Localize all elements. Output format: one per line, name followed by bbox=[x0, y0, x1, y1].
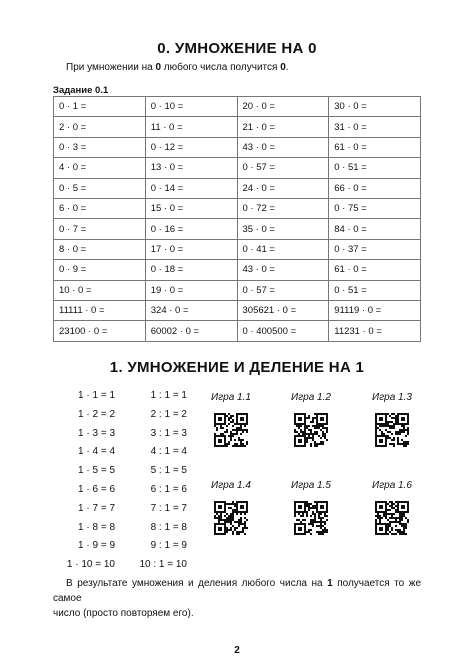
division-fact: 4 : 1 = 4 bbox=[150, 446, 187, 458]
table-cell: 31 · 0 = bbox=[329, 117, 421, 137]
division-fact: 2 : 1 = 2 bbox=[150, 408, 187, 420]
qr-code-icon bbox=[375, 413, 409, 447]
table-row bbox=[54, 137, 421, 157]
section-0-title: 0. УМНОЖЕНИЕ НА 0 bbox=[157, 40, 317, 57]
table-row bbox=[54, 199, 421, 219]
table-cell: 8 · 0 = bbox=[54, 239, 146, 259]
multiplication-fact: 1 · 10 = 10 bbox=[66, 559, 115, 571]
table-cell: 0 · 57 = bbox=[237, 280, 329, 300]
table-cell: 24 · 0 = bbox=[237, 178, 329, 198]
table-cell: 66 · 0 = bbox=[329, 178, 421, 198]
game-card-1-5[interactable] bbox=[276, 479, 346, 540]
intro-bold-zero-a: 0 bbox=[155, 62, 161, 73]
table-cell: 21 · 0 = bbox=[237, 117, 329, 137]
multiplication-fact: 1 · 5 = 5 bbox=[78, 465, 115, 477]
table-cell: 0 · 1 = bbox=[54, 97, 146, 117]
intro-text-c: . bbox=[285, 62, 289, 73]
qr-code-icon bbox=[375, 501, 409, 535]
table-cell: 91119 · 0 = bbox=[329, 301, 421, 321]
division-fact: 10 : 1 = 10 bbox=[139, 559, 187, 571]
table-cell: 0 · 3 = bbox=[54, 137, 146, 157]
table-row bbox=[54, 97, 421, 117]
table-cell: 11 · 0 = bbox=[145, 117, 237, 137]
intro-text-a: При умножении на bbox=[66, 62, 156, 73]
conclusion-text-b: получается то же самое bbox=[53, 578, 422, 604]
section-1-conclusion bbox=[53, 576, 421, 621]
game-card-1-2[interactable] bbox=[276, 391, 346, 452]
table-cell: 11111 · 0 = bbox=[54, 301, 146, 321]
qr-code-icon bbox=[294, 413, 328, 447]
intro-text-b: любого числа получится bbox=[161, 62, 281, 73]
game-card-1-4[interactable] bbox=[196, 479, 266, 540]
multiplication-fact: 1 · 3 = 3 bbox=[78, 427, 115, 439]
table-cell: 11231 · 0 = bbox=[329, 321, 421, 342]
table-cell: 15 · 0 = bbox=[145, 199, 237, 219]
conclusion-text-a: В результате умножения и деления любого числа на bbox=[66, 578, 328, 589]
table-row bbox=[54, 178, 421, 198]
table-cell: 2 · 0 = bbox=[54, 117, 146, 137]
game-label: Игра 1.4 bbox=[211, 480, 251, 491]
multiplication-fact: 1 · 2 = 2 bbox=[78, 408, 115, 420]
table-cell: 0 · 16 = bbox=[145, 219, 237, 239]
table-cell: 0 · 57 = bbox=[237, 158, 329, 178]
table-cell: 324 · 0 = bbox=[145, 301, 237, 321]
multiplication-fact: 1 · 7 = 7 bbox=[78, 502, 115, 514]
table-cell: 43 · 0 = bbox=[237, 137, 329, 157]
qr-code-icon bbox=[214, 413, 248, 447]
game-label: Игра 1.5 bbox=[291, 480, 331, 491]
table-cell: 0 · 72 = bbox=[237, 199, 329, 219]
multiplication-fact: 1 · 1 = 1 bbox=[78, 390, 115, 401]
table-cell: 43 · 0 = bbox=[237, 260, 329, 280]
game-label: Игра 1.1 bbox=[211, 392, 251, 403]
division-fact: 7 : 1 = 7 bbox=[150, 502, 187, 514]
table-cell: 0 · 7 = bbox=[54, 219, 146, 239]
multiplication-fact: 1 · 8 = 8 bbox=[78, 521, 115, 533]
division-fact: 1 : 1 = 1 bbox=[150, 390, 187, 401]
table-row bbox=[54, 301, 421, 321]
section-1-title: 1. УМНОЖЕНИЕ И ДЕЛЕНИЕ НА 1 bbox=[109, 359, 365, 376]
table-cell: 305621 · 0 = bbox=[237, 301, 329, 321]
division-fact: 3 : 1 = 3 bbox=[150, 427, 187, 439]
table-cell: 23100 · 0 = bbox=[54, 321, 146, 342]
table-cell: 0 · 400500 = bbox=[237, 321, 329, 342]
table-cell: 0 · 9 = bbox=[54, 260, 146, 280]
conclusion-line-2: число (просто повторяем его). bbox=[53, 608, 194, 619]
table-cell: 35 · 0 = bbox=[237, 219, 329, 239]
page-number: 2 bbox=[234, 645, 240, 656]
table-row bbox=[54, 260, 421, 280]
game-card-1-1[interactable] bbox=[196, 391, 266, 452]
exercise-table-body bbox=[54, 97, 421, 342]
table-cell: 61 · 0 = bbox=[329, 260, 421, 280]
multiplication-fact: 1 · 6 = 6 bbox=[78, 483, 115, 495]
table-row bbox=[54, 158, 421, 178]
table-cell: 60002 · 0 = bbox=[145, 321, 237, 342]
multiplication-list bbox=[58, 387, 115, 575]
division-fact: 9 : 1 = 9 bbox=[150, 540, 187, 552]
table-cell: 13 · 0 = bbox=[145, 158, 237, 178]
division-fact: 5 : 1 = 5 bbox=[150, 465, 187, 477]
division-fact: 6 : 1 = 6 bbox=[150, 483, 187, 495]
table-cell: 0 · 41 = bbox=[237, 239, 329, 259]
game-card-1-3[interactable] bbox=[357, 391, 427, 452]
division-fact: 8 : 1 = 8 bbox=[150, 521, 187, 533]
intro-bold-zero-b: 0 bbox=[280, 62, 286, 73]
table-cell: 61 · 0 = bbox=[329, 137, 421, 157]
section-0-intro bbox=[66, 62, 289, 73]
table-cell: 0 · 18 = bbox=[145, 260, 237, 280]
conclusion-bold-one: 1 bbox=[327, 578, 333, 589]
game-card-1-6[interactable] bbox=[357, 479, 427, 540]
table-row bbox=[54, 239, 421, 259]
table-row bbox=[54, 280, 421, 300]
table-cell: 0 · 14 = bbox=[145, 178, 237, 198]
table-cell: 0 · 10 = bbox=[145, 97, 237, 117]
qr-code-icon bbox=[294, 501, 328, 535]
table-row bbox=[54, 117, 421, 137]
table-row bbox=[54, 321, 421, 342]
table-cell: 19 · 0 = bbox=[145, 280, 237, 300]
table-cell: 4 · 0 = bbox=[54, 158, 146, 178]
game-label: Игра 1.6 bbox=[372, 480, 412, 491]
table-cell: 0 · 37 = bbox=[329, 239, 421, 259]
division-list bbox=[135, 387, 187, 575]
table-cell: 20 · 0 = bbox=[237, 97, 329, 117]
multiplication-fact: 1 · 9 = 9 bbox=[78, 540, 115, 552]
conclusion-line-1 bbox=[53, 576, 421, 606]
table-cell: 17 · 0 = bbox=[145, 239, 237, 259]
table-cell: 0 · 5 = bbox=[54, 178, 146, 198]
table-cell: 0 · 75 = bbox=[329, 199, 421, 219]
table-cell: 30 · 0 = bbox=[329, 97, 421, 117]
table-cell: 0 · 12 = bbox=[145, 137, 237, 157]
table-cell: 10 · 0 = bbox=[54, 280, 146, 300]
table-cell: 84 · 0 = bbox=[329, 219, 421, 239]
table-cell: 0 · 51 = bbox=[329, 280, 421, 300]
task-label: Задание 0.1 bbox=[53, 85, 109, 96]
table-cell: 0 · 51 = bbox=[329, 158, 421, 178]
game-label: Игра 1.2 bbox=[291, 392, 331, 403]
table-row bbox=[54, 219, 421, 239]
exercise-table bbox=[53, 96, 421, 342]
qr-code-icon bbox=[214, 501, 248, 535]
table-cell: 6 · 0 = bbox=[54, 199, 146, 219]
multiplication-fact: 1 · 4 = 4 bbox=[78, 446, 115, 458]
game-label: Игра 1.3 bbox=[372, 392, 412, 403]
